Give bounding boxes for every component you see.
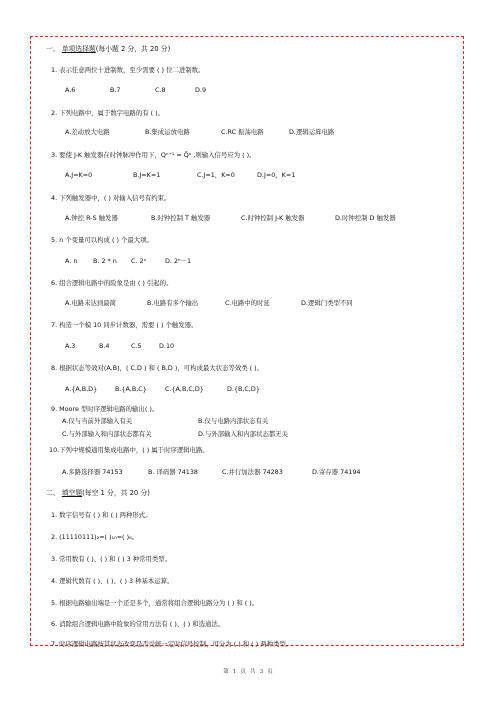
option-a: A.钟控 R-S 触发器 [65,214,118,222]
option-c: C.与外部输入和内部状态都有关 [62,430,152,438]
question-3-stem: 3. 要使 J-K 触发器在时钟脉冲作用下，Qⁿ⁺¹ = Q̄ⁿ ,则输入信号应为 ( )。 [51,151,256,159]
option-a: A.6 [65,86,76,94]
page-footer [0,667,496,675]
option-c: C. 2ⁿ [131,257,147,265]
question-6-stem: 6. 组合逻辑电路中的险象是由 ( ) 引起的。 [51,279,173,287]
section2-title: 填空题 [61,489,83,497]
fill-question-2: 2. (11110111)₂=( )₁₀=( )₈。 [51,533,139,541]
section1-title: 单项选择题 [61,45,96,53]
option-c: C.8 [155,86,166,94]
question-9-options-row2 [62,430,288,439]
question-1-stem: 1. 表示任意两位十进制数，至少需要 ( ) 位二进制数。 [51,66,205,74]
footer-label-ye: 页 [240,669,246,675]
question-9-stem: 9. Moore 型时序逻辑电路的输出( )。 [51,405,159,413]
question-9-options-row1 [62,417,268,426]
question-7-stem: 7. 构造一个模 10 同步计数器，需要 ( ) 个触发器。 [51,321,198,329]
option-d: D.时钟控制 D 触发器 [335,214,396,222]
option-b: B.时钟控制 T 触发器 [151,214,211,222]
option-d: D.逻辑运算电路 [289,128,335,136]
question-8-stem: 8. 根据状态等效对(A,B)，( C,D ) 和 ( B,D )，可构成最大状态等效类 ( )。 [51,364,264,372]
option-b: B. 译码器 74138 [148,468,198,476]
question-7-options [65,342,174,351]
option-a: A.差动放大电路 [65,128,110,136]
section1-number: 一、 [46,45,60,53]
question-5-options [65,257,191,266]
option-b: B.电路有多个输出 [147,299,199,307]
question-2-options [65,128,334,137]
option-a: A.多路选择器 74153 [62,468,123,476]
question-4-stem: 4. 下列触发器中，( ) 对输入信号有约束。 [51,194,171,202]
option-d: D.10 [159,342,175,350]
option-b: B.{A,B,C} [115,385,147,393]
footer-label-gong: 共 [250,669,256,675]
option-b: B.仅与电路内部状态有关 [198,417,269,425]
option-b: B. 2 * n [93,257,117,265]
fill-question-4: 4. 逻辑代数有 ( )、( )、( ) 3 种基本运算。 [51,577,174,585]
fill-question-1: 1. 数字信号有 ( ) 和 ( ) 两种形式。 [51,511,152,519]
footer-total-pages: 3 [259,669,264,675]
section2-score: (每空 1 分，共 20 分) [82,489,150,497]
question-6-options [65,299,353,308]
option-d: D.与外部输入和内部状态都无关 [198,430,289,438]
option-b: B.集成运放电路 [145,128,190,136]
option-d: D.{B,C,D} [227,385,260,393]
footer-label-di: 第 [223,669,229,675]
option-c: C.时钟控制 J-K 触发器 [241,214,305,222]
option-a: A. n [65,257,78,265]
option-c: C.J=1，K=0 [197,171,235,179]
section1-score: (每小题 2 分，共 20 分) [95,45,171,53]
option-a: A.3 [65,342,76,350]
footer-label-ye2: 页 [267,669,273,675]
question-10-options [62,468,361,477]
option-c: C.并行加法器 74283 [222,468,283,476]
fill-question-6: 6. 消除组合逻辑电路中险象的常用方法有 ( )、( ) 和选通法。 [51,620,225,628]
fill-question-5: 5. 根据电路输出端是一个还是多个，通常将组合逻辑电路分为 ( ) 和 ( )。 [51,599,259,607]
section2-number: 二、 [46,489,60,497]
option-b: B.7 [110,86,121,94]
question-2-stem: 2. 下列电路中，属于数字电路的有 ( )。 [51,109,165,117]
option-d: D.J=0，K=1 [257,171,296,179]
option-a: A.仅与当前外部输入有关 [62,417,133,425]
option-c: C.RC 振荡电路 [221,128,264,136]
question-4-options [65,214,396,223]
option-b: B.J=K=1 [133,171,161,179]
footer-page-number: 1 [232,669,237,675]
option-b: B.4 [99,342,110,350]
question-3-options [65,171,295,180]
question-8-options [65,385,260,394]
option-c: C.{A,B,C,D} [165,385,204,393]
fill-question-3: 3. 常用数有 ( )、( ) 和 ( ) 3 种常用类型。 [51,555,172,563]
fill-question-7: 7. 时序逻辑电路按其状态改变是否受统一定时信号控制，可分为 ( ) 和 ( ) 两种类型。 [51,640,293,648]
option-d: D.逻辑门类型不同 [301,299,353,307]
option-c: C.5 [131,342,142,350]
option-d: D.寄存器 74194 [312,468,361,476]
option-d: D.9 [195,86,207,94]
option-a: A.{A,B,D} [65,385,98,393]
option-c: C.电路中的时延 [225,299,270,307]
option-d: D. 2ⁿ－1 [165,257,192,265]
option-a: A.J=K=0 [65,171,93,179]
section2-heading [46,489,150,498]
question-1-options [65,86,206,95]
option-a: A.电路未达到最简 [65,299,117,307]
question-10-stem: 10.下列中规模通用集成电路中，( ) 属于时序逻辑电路。 [49,446,209,454]
section1-heading [46,45,170,54]
question-5-stem: 5. n 个变量可以构成 ( ) 个最大项。 [51,236,153,244]
